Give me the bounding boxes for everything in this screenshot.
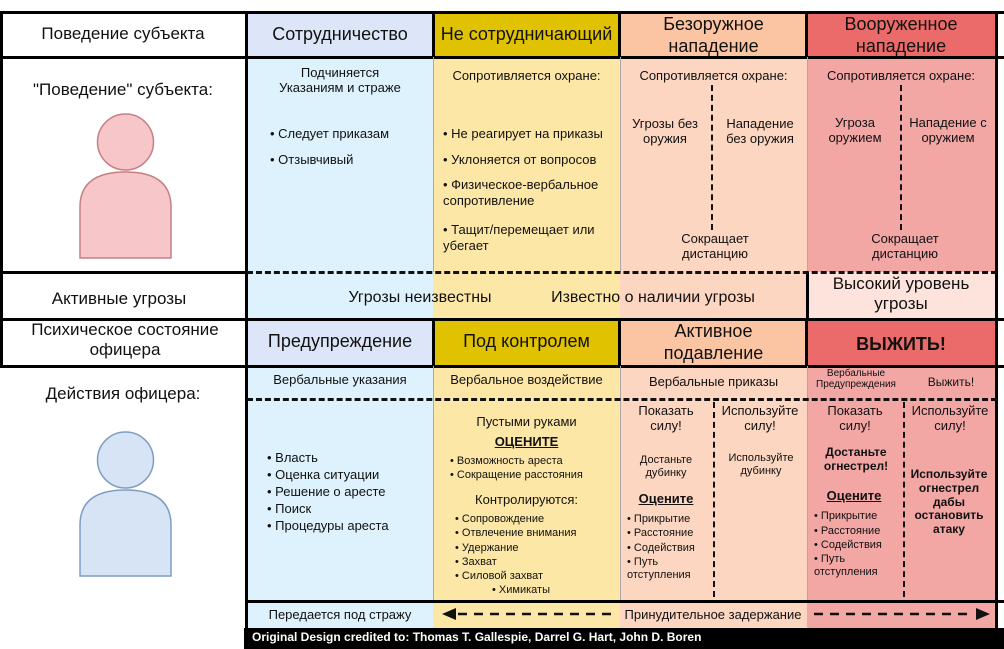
unarmed-behavior-title: Сопротивляется охране: (639, 68, 788, 83)
cooperation-item: • Отзывчивый (270, 152, 354, 167)
cooperation-actions-top: Вербальные указания (273, 372, 407, 387)
active-threats-label: Активные угрозы (51, 289, 187, 308)
col3-thin (807, 57, 808, 272)
right-border (995, 11, 998, 629)
controlled-item: • Силовой захват (455, 570, 543, 582)
header-unarmed: Безоружное нападение (663, 14, 764, 56)
state-unarmed: Активное подавление (663, 321, 764, 363)
threat-high: Высокий уровень угрозы (832, 274, 970, 314)
armed-show-force: Показать силу! (827, 403, 883, 433)
col2-thin (620, 57, 621, 272)
armed-assess-item: • Прикрытие (814, 510, 878, 522)
subject-avatar (78, 112, 173, 260)
controlled-heading: Контролируются: (475, 492, 578, 507)
cooperation-action: • Власть (267, 450, 318, 465)
unarmed-assess-item: • Путь отступления (627, 556, 691, 582)
armed-assess-heading: Оцените (826, 488, 882, 503)
controlled-item: • Захват (455, 556, 497, 568)
header-cooperation: Сотрудничество (272, 24, 408, 44)
get-baton: Достаньте дубинку (639, 454, 693, 479)
use-firearm: Используйте огнестрел дабы остановить атаку (910, 467, 988, 537)
controlled-item: • Сопровождение (455, 513, 545, 525)
unarmed-threats-without-weapon: Угрозы без оружия (632, 116, 698, 146)
noncooperation-item: • Уклоняется от вопросов (443, 152, 597, 167)
noncooperation-assess-item: • Возможность ареста (450, 455, 563, 467)
noncooperation-assess-heading: ОЦЕНИТЕ (494, 434, 559, 449)
unarmed-use-force: Используйте силу! (721, 403, 799, 433)
get-firearm: Достаньте огнестрел! (823, 445, 889, 473)
cooperation-action: • Процедуры ареста (267, 518, 389, 533)
unarmed-actions-top: Вербальные приказы (648, 374, 779, 389)
col2-thin-b (620, 366, 621, 600)
armed-assess-item: • Содействия (814, 539, 882, 551)
unarmed-actions-dashed-divider (713, 402, 715, 597)
header-noncooperation: Не сотрудничающий (440, 24, 613, 44)
cooperation-action: • Поиск (267, 501, 312, 516)
cooperation-action: • Оценка ситуации (267, 467, 380, 482)
header-armed: Вооруженное нападение (844, 14, 958, 56)
empty-hands-label: Пустыми руками (476, 414, 577, 429)
armed-closes-distance: Сокращает дистанцию (871, 231, 939, 261)
state-armed: ВЫЖИТЬ! (856, 334, 946, 354)
noncooperation-behavior-title: Сопротивляется охране: (452, 68, 601, 83)
subject-behavior-title: Поведение субъекта (41, 24, 205, 43)
subject-behavior-label: "Поведение" субъекта: (33, 80, 213, 99)
behavior-bottom-border (0, 271, 247, 274)
unarmed-dashed-divider (711, 85, 713, 230)
threat-known: Известно о наличии угрозы (551, 289, 755, 306)
armed-actions-dashed-divider (903, 402, 905, 597)
left-arrow (440, 606, 616, 622)
left-border (0, 11, 3, 367)
armed-assess-item: • Расстояние (814, 525, 881, 537)
state-cooperation: Предупреждение (267, 331, 413, 351)
unarmed-assess-heading: Оцените (638, 491, 694, 506)
armed-survive-small: Выжить! (927, 375, 975, 389)
armed-assess-item: • Путь отступления (814, 553, 878, 579)
controlled-item: • Удержание (455, 542, 519, 554)
officer-state-label: Психическое состояние офицера (31, 320, 219, 360)
credit-text: Original Design credited to: Thomas T. Gallespie, Darrel G. Hart, John D. Boren (252, 630, 702, 644)
noncooperation-item: • Тащит/перемещает или убегает (443, 222, 595, 253)
unarmed-assess-item: • Прикрытие (627, 513, 691, 525)
threat-unknown: Угрозы неизвестны (348, 289, 492, 306)
col3-border-threat (806, 272, 809, 318)
noncooperation-item: • Физическое-вербальное сопротивление (443, 177, 599, 208)
armed-verbal-warnings: Вербальные Предупреждения (816, 368, 896, 390)
controlled-item: • Отвлечение внимания (455, 527, 577, 539)
armed-use-force: Используйте силу! (911, 403, 989, 433)
right-arrow (810, 606, 992, 622)
state-noncooperation: Под контролем (463, 331, 590, 351)
cooperation-behavior-title: Подчиняется Указаниям и страже (279, 65, 401, 95)
col3-thin-b (807, 366, 808, 600)
officer-actions-label: Действия офицера: (45, 384, 201, 403)
unarmed-closes-distance: Сокращает дистанцию (681, 231, 749, 261)
custody-label: Передается под стражу (268, 607, 412, 622)
unarmed-attack-without-weapon: Нападение без оружия (726, 116, 794, 146)
col1-thin (433, 57, 434, 272)
armed-weapon-threat: Угроза оружием (828, 115, 882, 145)
armed-behavior-title: Сопротивляется охране: (826, 68, 976, 83)
armed-weapon-attack: Нападение с оружием (909, 115, 987, 145)
unarmed-assess-item: • Расстояние (627, 527, 694, 539)
unarmed-assess-item: • Содействия (627, 542, 695, 554)
actions-dashed-line (247, 398, 997, 401)
chemicals-item: • Химикаты (492, 584, 550, 596)
cooperation-item: • Следует приказам (270, 126, 390, 141)
label-column-border (245, 11, 248, 649)
use-baton: Используйте дубинку (728, 452, 794, 477)
unarmed-show-force: Показать силу! (638, 403, 694, 433)
officer-avatar (78, 430, 173, 578)
noncooperation-assess-item: • Сокращение расстояния (450, 469, 583, 481)
noncooperation-actions-top: Вербальное воздействие (450, 372, 603, 387)
restraint-label: Принудительное задержание (624, 607, 802, 622)
armed-dashed-divider (900, 85, 902, 230)
cooperation-action: • Решение о аресте (267, 484, 386, 499)
bottom-arrow-top-border (247, 600, 1004, 603)
noncooperation-item: • Не реагирует на приказы (443, 126, 603, 141)
col1-thin-b (433, 366, 434, 600)
